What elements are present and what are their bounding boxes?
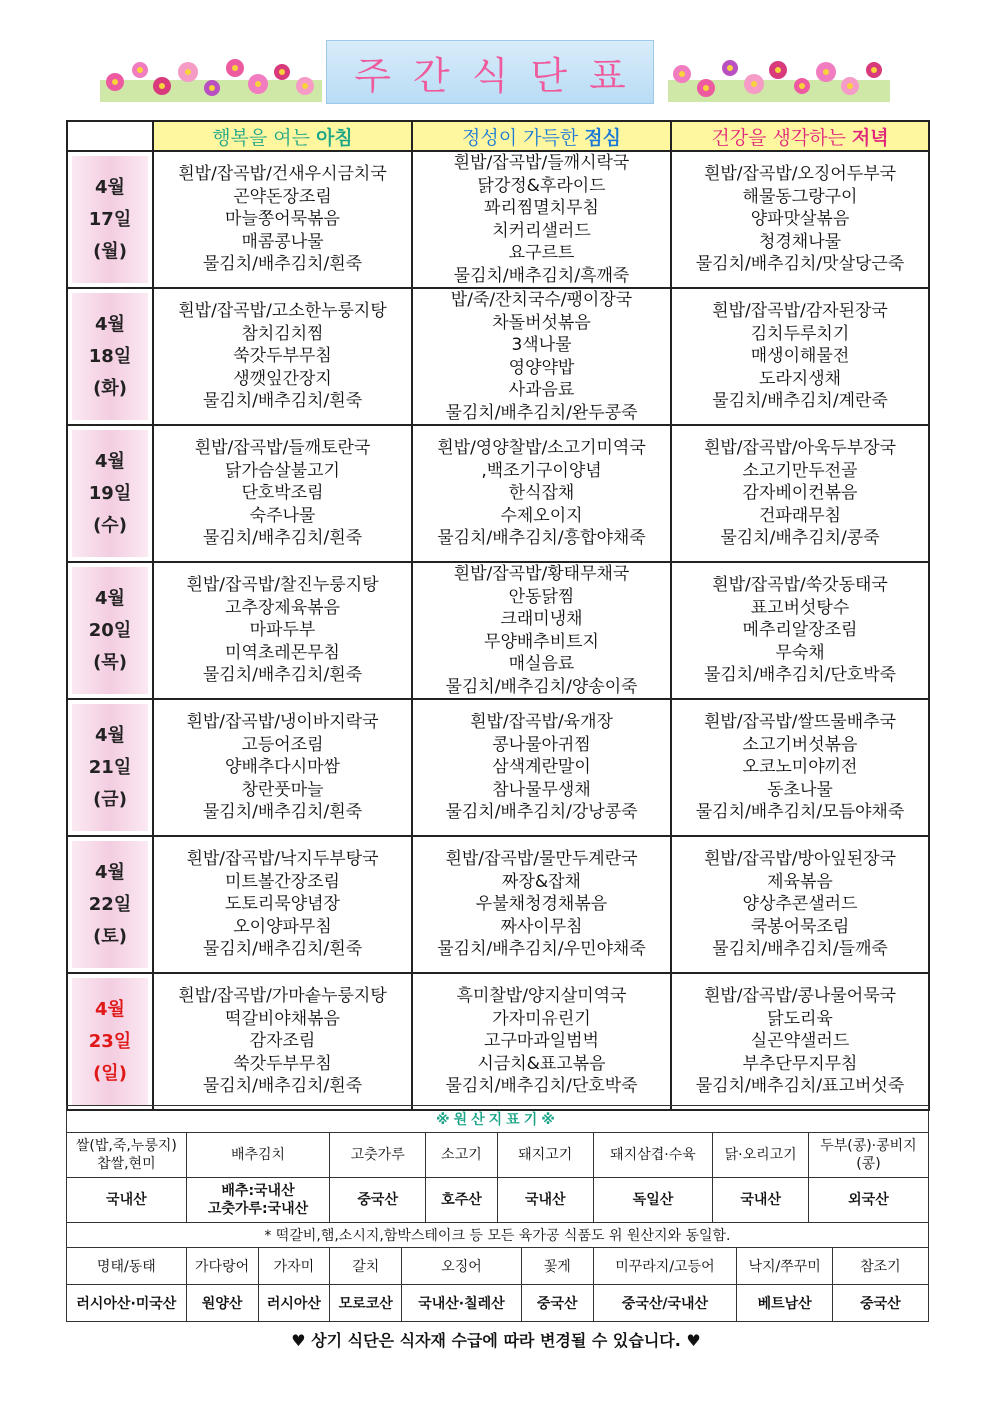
date-month: 4월 <box>95 587 125 609</box>
menu-item: 마늘쫑어묵볶음 <box>225 209 340 230</box>
menu-item: 물김치/배추김치/흰죽 <box>202 528 363 549</box>
date-day: 19일 <box>88 482 132 504</box>
menu-item: 오코노미야끼전 <box>742 757 858 778</box>
origin-item-label: 낙지/쭈꾸미 <box>737 1248 833 1285</box>
header-dinner-strong: 저녁 <box>851 126 889 149</box>
menu-item: 사과음료 <box>508 380 575 400</box>
menu-item: 흰밥/잡곡밥/고소한누룽지탕 <box>178 301 387 322</box>
morning-menu <box>153 151 412 288</box>
origin-item-value: 배추:국내산 고춧가루:국내산 <box>186 1178 330 1223</box>
menu-item: 요구르트 <box>508 243 575 263</box>
menu-item: 도토리묵양념장 <box>225 894 340 915</box>
dinner-menu <box>671 973 929 1110</box>
menu-item: 참나물무생채 <box>492 779 591 800</box>
footer-note: ♥ 상기 식단은 식자재 수급에 따라 변경될 수 있습니다. ♥ <box>291 1331 701 1350</box>
menu-item: 가자미유린기 <box>492 1008 591 1029</box>
origin-body <box>67 1106 929 1322</box>
menu-item: 숙주나물 <box>249 505 316 526</box>
menu-item: 소고기버섯볶음 <box>742 734 858 755</box>
menu-item: 꽈리찜멸치무침 <box>484 198 599 218</box>
menu-item: 물김치/배추김치/계란죽 <box>712 391 888 412</box>
menu-item: 흰밥/잡곡밥/들깨토란국 <box>194 438 371 459</box>
menu-item: 흰밥/잡곡밥/찰진누룽지탕 <box>186 575 379 596</box>
day-cell <box>67 973 153 1110</box>
origin-item-label: 돼지삼겹·수육 <box>593 1133 713 1178</box>
origin-item-label: 배추김치 <box>186 1133 330 1178</box>
menu-item: 물김치/배추김치/흰죽 <box>202 1076 363 1097</box>
menu-item: 물김치/배추김치/흑깨죽 <box>453 265 630 286</box>
date-weekday: (목) <box>93 651 127 673</box>
day-row <box>67 699 929 836</box>
date-weekday: (월) <box>93 240 127 262</box>
origin-item-label: 닭·오리고기 <box>713 1133 809 1178</box>
menu-item: 감자조림 <box>249 1031 316 1052</box>
menu-item: 닭도리육 <box>767 1008 833 1029</box>
menu-item: 콩나물아귀찜 <box>492 734 591 755</box>
menu-item: 건파래무침 <box>758 505 842 526</box>
menu-item: 물김치/배추김치/흥합야채죽 <box>437 528 646 549</box>
date-label <box>72 841 148 968</box>
date-month: 4월 <box>95 313 125 335</box>
menu-item: 떡갈비야채볶음 <box>225 1008 340 1029</box>
menu-item: 흰밥/잡곡밥/오징어두부국 <box>703 164 897 185</box>
menu-item: 감자베이컨볶음 <box>742 483 858 504</box>
morning-menu <box>153 836 412 973</box>
day-cell <box>67 699 153 836</box>
date-month: 4월 <box>95 724 125 746</box>
origin-item-value: 원양산 <box>186 1285 258 1322</box>
origin-item-value: 호주산 <box>426 1178 498 1223</box>
menu-item: 흰밥/잡곡밥/들깨시락국 <box>453 153 630 173</box>
menu-item: 흰밥/잡곡밥/냉이바지락국 <box>186 712 379 733</box>
origin-item-value: 모로코산 <box>330 1285 402 1322</box>
menu-item: 매콤콩나물 <box>241 231 324 252</box>
dinner-menu <box>671 288 929 425</box>
origin-item-label: 소고기 <box>426 1133 498 1178</box>
day-row <box>67 288 929 425</box>
menu-body <box>67 151 929 1110</box>
menu-item: 쑥갓두부무침 <box>233 1053 332 1074</box>
menu-item: 시금치&표고볶음 <box>477 1053 606 1074</box>
origin-item-label: 미꾸라지/고등어 <box>593 1248 737 1285</box>
menu-item: 흰밥/잡곡밥/감자된장국 <box>712 301 888 322</box>
menu-item: 물김치/배추김치/표고버섯죽 <box>695 1076 905 1097</box>
dinner-menu <box>671 836 929 973</box>
date-day: 20일 <box>88 619 132 641</box>
header-dinner <box>671 121 929 151</box>
menu-item: 물김치/배추김치/양송이죽 <box>445 676 638 697</box>
menu-item: 흑미찰밥/양지살미역국 <box>456 986 627 1007</box>
lunch-menu <box>412 973 671 1110</box>
menu-item: 부추단무지무침 <box>742 1053 858 1074</box>
menu-item: 흰밥/잡곡밥/낙지두부탕국 <box>186 849 379 870</box>
lunch-menu <box>412 151 671 288</box>
menu-item: 양파맛살볶음 <box>750 209 850 230</box>
menu-item: 양상추콘샐러드 <box>742 894 858 915</box>
menu-item: 물김치/배추김치/콩죽 <box>720 528 880 549</box>
menu-item: 닭가슴살불고기 <box>225 460 340 481</box>
lunch-menu <box>412 425 671 562</box>
menu-item: 물김치/배추김치/단호박죽 <box>445 1076 638 1097</box>
page-title: 주간식단표 <box>354 53 648 98</box>
dinner-menu <box>671 562 929 699</box>
lunch-menu <box>412 562 671 699</box>
header-dinner-pre: 건강을 생각하는 <box>711 126 852 149</box>
menu-item: 물김치/배추김치/흰죽 <box>202 665 363 686</box>
origin-item-label: 참조기 <box>833 1248 929 1285</box>
menu-item: 무양배추비트지 <box>484 631 599 652</box>
origin-item-value: 국내산 <box>497 1178 593 1223</box>
menu-item: 수제오이지 <box>500 505 583 526</box>
menu-item: 표고버섯탕수 <box>750 597 850 618</box>
menu-item: 오이양파무침 <box>233 916 332 937</box>
menu-item: 단호박조림 <box>241 483 324 504</box>
menu-item: 도라지생채 <box>758 368 842 389</box>
dinner-menu <box>671 425 929 562</box>
flower-decoration-right <box>668 52 890 102</box>
day-row <box>67 151 929 288</box>
origin-row <box>67 1285 929 1322</box>
menu-item: 해물동그랑구이 <box>742 186 858 207</box>
menu-item: 창란풋마늘 <box>241 779 324 800</box>
date-weekday: (토) <box>93 925 127 947</box>
date-weekday: (수) <box>93 514 127 536</box>
menu-item: 고구마과일범벅 <box>484 1031 599 1052</box>
menu-item: 흰밥/잡곡밥/쌀뜨물배추국 <box>703 712 897 733</box>
origin-item-value: 중국산 <box>833 1285 929 1322</box>
menu-item: 흰밥/잡곡밥/쑥갓동태국 <box>712 575 888 596</box>
menu-item: 크래미냉채 <box>500 609 583 629</box>
menu-item: 매생이해물전 <box>750 346 850 367</box>
origin-item-value: 베트남산 <box>737 1285 833 1322</box>
menu-item: 고추장제육볶음 <box>225 597 340 618</box>
menu-item: ,백조기구이양념 <box>481 460 602 481</box>
menu-item: 물김치/배추김치/들깨죽 <box>712 939 888 960</box>
menu-header-row <box>67 121 929 151</box>
day-row <box>67 425 929 562</box>
menu-item: 물김치/배추김치/흰죽 <box>202 391 363 412</box>
date-label <box>72 978 148 1105</box>
menu-item: 참치김치찜 <box>241 323 324 344</box>
day-row <box>67 973 929 1110</box>
title-banner <box>326 40 654 104</box>
menu-item: 흰밥/잡곡밥/가마솥누룽지탕 <box>178 986 387 1007</box>
menu-item: 무숙채 <box>775 642 825 663</box>
origin-item-label: 꽃게 <box>521 1248 593 1285</box>
menu-item: 흰밥/잡곡밥/방아잎된장국 <box>703 849 897 870</box>
menu-item: 흰밥/잡곡밥/황태무채국 <box>453 564 630 584</box>
origin-item-value: 러시아산 <box>258 1285 330 1322</box>
origin-item-value: 중국산 <box>330 1178 426 1223</box>
menu-item: 물김치/배추김치/완두콩죽 <box>445 402 638 423</box>
header-morning-strong: 아침 <box>316 126 353 149</box>
date-month: 4월 <box>95 176 125 198</box>
date-label <box>72 567 148 694</box>
menu-item: 동초나물 <box>767 779 833 800</box>
menu-item: 고등어조림 <box>241 734 324 755</box>
origin-title: ※원산지표기※ <box>67 1106 929 1133</box>
origin-item-label: 두부(콩)·콩비지(콩) <box>809 1133 929 1178</box>
menu-item: 미트볼간장조림 <box>225 871 340 892</box>
menu-item: 물김치/배추김치/흰죽 <box>202 939 363 960</box>
menu-item: 마파두부 <box>249 620 316 641</box>
date-day: 22일 <box>88 893 132 915</box>
morning-menu <box>153 288 412 425</box>
day-cell <box>67 562 153 699</box>
origin-item-label: 돼지고기 <box>497 1133 593 1178</box>
menu-item: 소고기만두전골 <box>742 460 858 481</box>
date-day: 23일 <box>88 1030 132 1052</box>
menu-item: 짜장&잡채 <box>502 871 581 892</box>
menu-item: 물김치/배추김치/모듬야채죽 <box>695 802 905 823</box>
origin-item-value: 외국산 <box>809 1178 929 1223</box>
menu-item: 흰밥/잡곡밥/물만두계란국 <box>445 849 638 870</box>
menu-item: 청경채나물 <box>758 231 842 252</box>
origin-row <box>67 1178 929 1223</box>
menu-item: 밥/죽/잔치국수/팽이장국 <box>450 290 633 310</box>
date-weekday: (금) <box>93 788 127 810</box>
menu-item: 쿡봉어묵조림 <box>750 916 850 937</box>
origin-row <box>67 1248 929 1285</box>
origin-item-value: 중국산 <box>521 1285 593 1322</box>
menu-item: 양배추다시마쌈 <box>225 757 340 778</box>
date-label <box>72 704 148 831</box>
menu-item: 한식잡채 <box>508 483 575 504</box>
date-weekday: (일) <box>93 1062 127 1084</box>
morning-menu <box>153 562 412 699</box>
menu-item: 김치두루치기 <box>750 323 850 344</box>
menu-item: 물김치/배추김치/강낭콩죽 <box>445 802 638 823</box>
menu-item: 흰밥/잡곡밥/아욱두부장국 <box>703 438 897 459</box>
menu-item: 생깻잎간장지 <box>233 368 332 389</box>
origin-item-label: 가자미 <box>258 1248 330 1285</box>
origin-row <box>67 1133 929 1178</box>
dinner-menu <box>671 151 929 288</box>
menu-item: 닭강정&후라이드 <box>477 175 606 196</box>
date-label <box>72 293 148 420</box>
menu-item: 메추리알장조림 <box>742 620 858 641</box>
menu-item: 곤약돈장조림 <box>233 186 332 207</box>
origin-item-label: 고춧가루 <box>330 1133 426 1178</box>
origin-item-value: 국내산 <box>67 1178 187 1223</box>
menu-item: 짜사이무침 <box>500 916 583 937</box>
menu-item: 제육볶음 <box>767 871 833 892</box>
flower-decoration-left <box>100 52 322 102</box>
date-label <box>72 430 148 557</box>
menu-item: 실곤약샐러드 <box>750 1031 850 1052</box>
morning-menu <box>153 699 412 836</box>
origin-table <box>66 1105 929 1322</box>
origin-note: * 떡갈비,햄,소시지,함박스테이크 등 모든 육가공 식품도 위 원산지와 동일함. <box>67 1223 929 1248</box>
menu-item: 물김치/배추김치/흰죽 <box>202 802 363 823</box>
date-month: 4월 <box>95 861 125 883</box>
day-row <box>67 562 929 699</box>
origin-item-label: 가다랑어 <box>186 1248 258 1285</box>
weekly-menu-table <box>66 120 930 1111</box>
menu-item: 치커리샐러드 <box>492 220 591 241</box>
menu-item: 흰밥/잡곡밥/육개장 <box>470 712 613 733</box>
lunch-menu <box>412 288 671 425</box>
origin-item-value: 독일산 <box>593 1178 713 1223</box>
header-lunch-strong: 점심 <box>584 126 621 149</box>
day-cell <box>67 151 153 288</box>
menu-item: 매실음료 <box>508 654 575 674</box>
origin-item-label: 오징어 <box>402 1248 522 1285</box>
menu-item: 흰밥/잡곡밥/콩나물어묵국 <box>703 986 897 1007</box>
date-day: 17일 <box>88 208 132 230</box>
menu-item: 물김치/배추김치/우민야채죽 <box>437 939 646 960</box>
dinner-menu <box>671 699 929 836</box>
morning-menu <box>153 973 412 1110</box>
origin-item-value: 국내산 <box>713 1178 809 1223</box>
menu-item: 물김치/배추김치/단호박죽 <box>703 665 897 686</box>
day-cell <box>67 836 153 973</box>
origin-row <box>67 1223 929 1248</box>
morning-menu <box>153 425 412 562</box>
menu-item: 3색나물 <box>511 335 572 355</box>
menu-item: 안동닭찜 <box>508 586 575 607</box>
date-day: 21일 <box>88 756 132 778</box>
date-label <box>72 156 148 283</box>
menu-item: 우불채청경채볶음 <box>475 894 608 915</box>
day-row <box>67 836 929 973</box>
menu-item: 물김치/배추김치/맛살당근죽 <box>695 254 905 275</box>
header-lunch-pre: 정성이 가득한 <box>462 126 585 149</box>
menu-item: 삼색계란말이 <box>492 757 591 778</box>
lunch-menu <box>412 699 671 836</box>
origin-item-label: 명태/동태 <box>67 1248 187 1285</box>
menu-item: 차돌버섯볶음 <box>492 312 591 333</box>
day-cell <box>67 288 153 425</box>
menu-item: 영양약밥 <box>508 357 575 378</box>
menu-item: 흰밥/잡곡밥/건새우시금치국 <box>178 164 387 185</box>
lunch-menu <box>412 836 671 973</box>
header-lunch <box>412 121 671 151</box>
date-month: 4월 <box>95 450 125 472</box>
menu-item: 미역초레몬무침 <box>225 642 340 663</box>
origin-item-label: 갈치 <box>330 1248 402 1285</box>
header <box>0 0 992 110</box>
menu-item: 쑥갓두부무침 <box>233 346 332 367</box>
menu-item: 물김치/배추김치/흰죽 <box>202 254 363 275</box>
header-morning-pre: 행복을 여는 <box>212 126 317 149</box>
day-cell <box>67 425 153 562</box>
header-morning <box>153 121 412 151</box>
date-weekday: (화) <box>93 377 127 399</box>
origin-item-label: 쌀(밥,죽,누룽지) 찹쌀,현미 <box>67 1133 187 1178</box>
menu-item: 흰밥/영양찰밥/소고기미역국 <box>437 438 646 459</box>
header-blank-cell <box>67 121 153 151</box>
origin-item-value: 국내산·칠레산 <box>402 1285 522 1322</box>
date-month: 4월 <box>95 998 125 1020</box>
origin-item-value: 중국산/국내산 <box>593 1285 737 1322</box>
origin-row <box>67 1106 929 1133</box>
date-day: 18일 <box>88 345 132 367</box>
origin-item-value: 러시아산·미국산 <box>67 1285 187 1322</box>
